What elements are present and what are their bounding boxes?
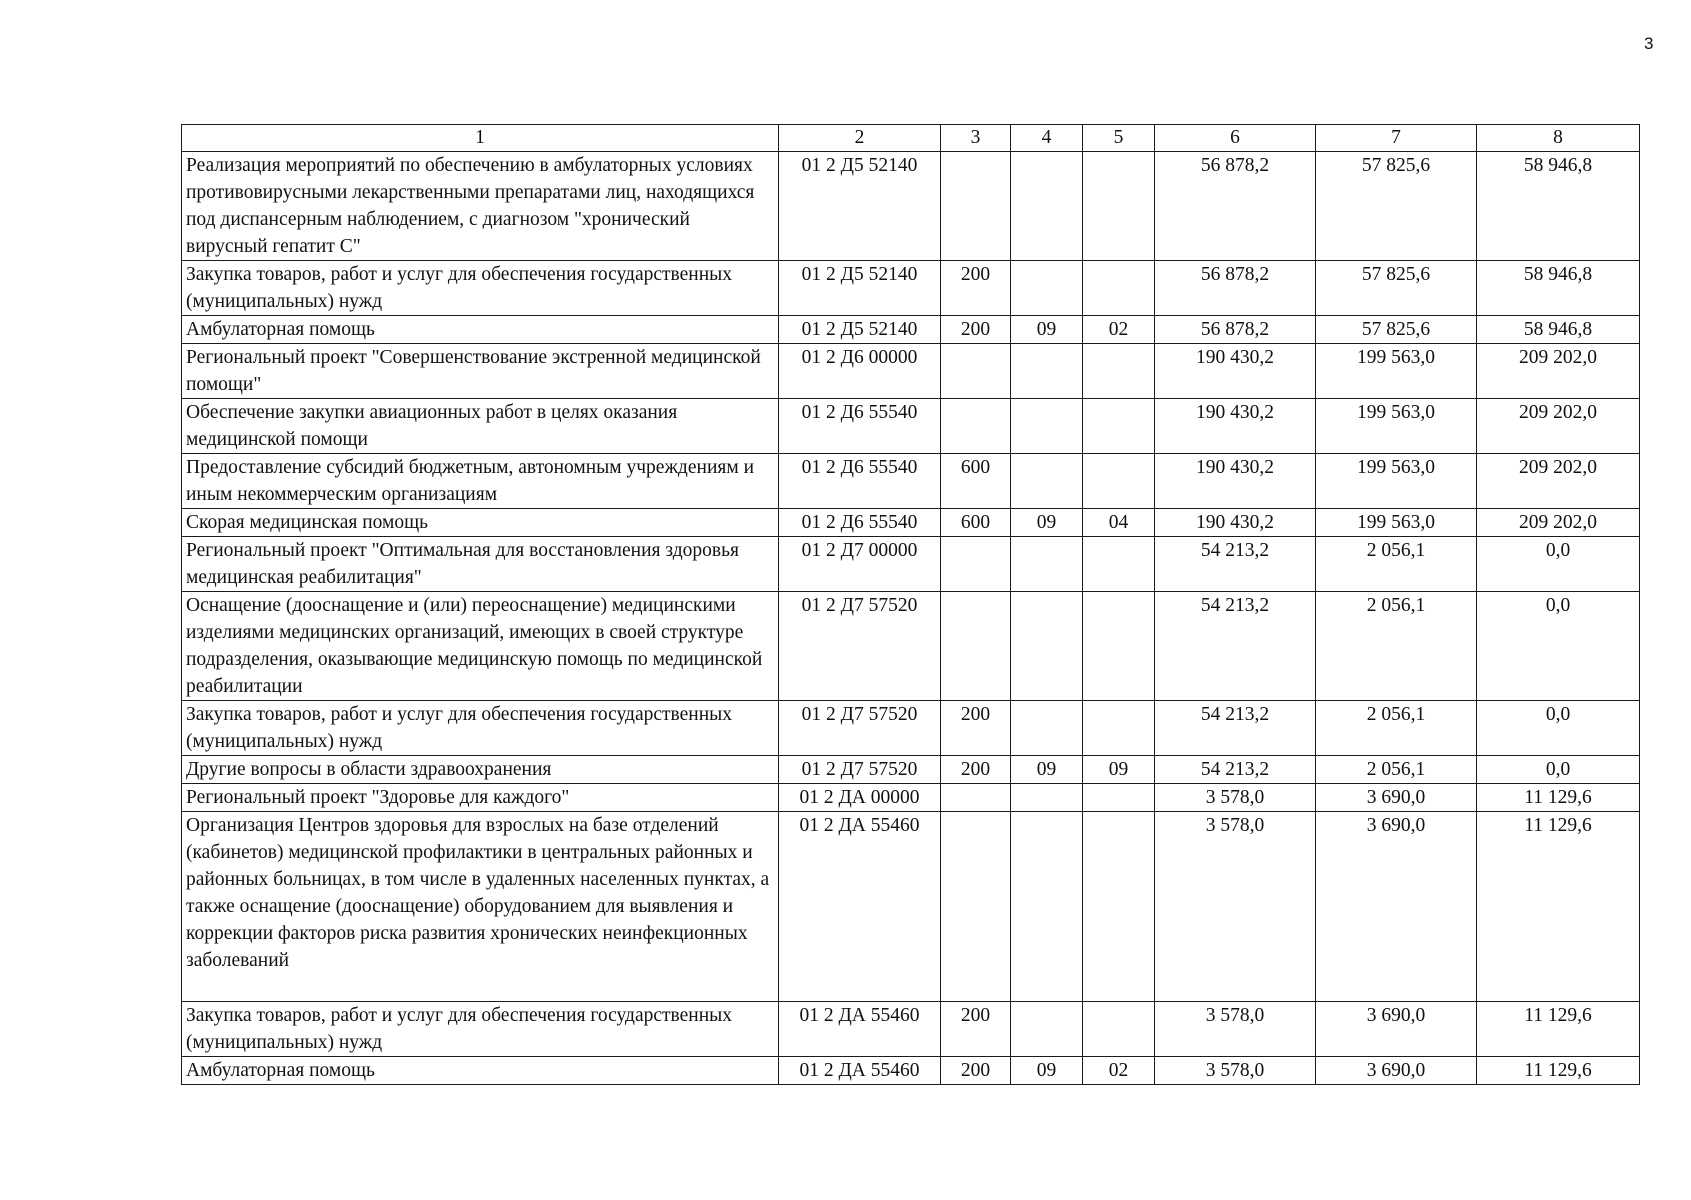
- amount-year-3-cell: 209 202,0: [1477, 509, 1640, 537]
- amount-year-1-cell: 56 878,2: [1155, 152, 1316, 261]
- amount-year-3-cell: 58 946,8: [1477, 152, 1640, 261]
- item-name-cell: Оснащение (дооснащение и (или) переоснащение) медицинскими изделиями медицинских организаций, имеющих в своей структуре подразделения, оказывающие медицинскую помощь по медицинской реабилитации: [182, 592, 779, 701]
- section-cell: [1011, 454, 1083, 509]
- amount-year-1-cell: 3 578,0: [1155, 1002, 1316, 1057]
- table-row: [182, 152, 1640, 261]
- section-cell: [1011, 784, 1083, 812]
- amount-year-3-cell: 209 202,0: [1477, 344, 1640, 399]
- table-row: [182, 344, 1640, 399]
- expense-type-cell: [941, 344, 1011, 399]
- item-name-cell: Амбулаторная помощь: [182, 316, 779, 344]
- amount-year-2-cell: 2 056,1: [1316, 592, 1477, 701]
- section-cell: 09: [1011, 509, 1083, 537]
- amount-year-3-cell: 11 129,6: [1477, 1057, 1640, 1085]
- amount-year-1-cell: 3 578,0: [1155, 812, 1316, 1002]
- item-name-cell: Региональный проект "Оптимальная для восстановления здоровья медицинская реабилитация": [182, 537, 779, 592]
- header-cell: 7: [1316, 125, 1477, 152]
- subsection-cell: [1083, 261, 1155, 316]
- subsection-cell: [1083, 344, 1155, 399]
- amount-year-3-cell: 11 129,6: [1477, 812, 1640, 1002]
- amount-year-1-cell: 190 430,2: [1155, 344, 1316, 399]
- amount-year-1-cell: 190 430,2: [1155, 399, 1316, 454]
- amount-year-2-cell: 2 056,1: [1316, 537, 1477, 592]
- section-cell: 09: [1011, 316, 1083, 344]
- subsection-cell: [1083, 784, 1155, 812]
- section-cell: [1011, 261, 1083, 316]
- amount-year-1-cell: 56 878,2: [1155, 316, 1316, 344]
- item-name-cell: Региональный проект "Здоровье для каждого": [182, 784, 779, 812]
- target-code-cell: 01 2 ДА 00000: [779, 784, 941, 812]
- subsection-cell: 04: [1083, 509, 1155, 537]
- amount-year-3-cell: 58 946,8: [1477, 261, 1640, 316]
- header-cell: 6: [1155, 125, 1316, 152]
- item-name-cell: Предоставление субсидий бюджетным, автономным учреждениям и иным некоммерческим организациям: [182, 454, 779, 509]
- target-code-cell: 01 2 ДА 55460: [779, 1002, 941, 1057]
- table-row: [182, 454, 1640, 509]
- amount-year-2-cell: 199 563,0: [1316, 454, 1477, 509]
- table-row: [182, 812, 1640, 1002]
- amount-year-2-cell: 3 690,0: [1316, 784, 1477, 812]
- amount-year-1-cell: 54 213,2: [1155, 537, 1316, 592]
- target-code-cell: 01 2 Д7 00000: [779, 537, 941, 592]
- item-name-cell: Другие вопросы в области здравоохранения: [182, 756, 779, 784]
- amount-year-3-cell: 209 202,0: [1477, 454, 1640, 509]
- header-cell: 1: [182, 125, 779, 152]
- target-code-cell: 01 2 ДА 55460: [779, 812, 941, 1002]
- item-name-cell: Закупка товаров, работ и услуг для обеспечения государственных (муниципальных) нужд: [182, 261, 779, 316]
- header-cell: 8: [1477, 125, 1640, 152]
- target-code-cell: 01 2 Д7 57520: [779, 592, 941, 701]
- table-row: [182, 261, 1640, 316]
- section-cell: [1011, 812, 1083, 1002]
- target-code-cell: 01 2 Д6 55540: [779, 454, 941, 509]
- target-code-cell: 01 2 Д5 52140: [779, 152, 941, 261]
- amount-year-3-cell: 0,0: [1477, 592, 1640, 701]
- target-code-cell: 01 2 ДА 55460: [779, 1057, 941, 1085]
- item-name-cell: Амбулаторная помощь: [182, 1057, 779, 1085]
- expense-type-cell: 600: [941, 509, 1011, 537]
- section-cell: [1011, 399, 1083, 454]
- subsection-cell: 02: [1083, 1057, 1155, 1085]
- amount-year-1-cell: 54 213,2: [1155, 592, 1316, 701]
- amount-year-1-cell: 56 878,2: [1155, 261, 1316, 316]
- subsection-cell: [1083, 812, 1155, 1002]
- header-cell: 2: [779, 125, 941, 152]
- amount-year-2-cell: 2 056,1: [1316, 701, 1477, 756]
- expense-type-cell: 200: [941, 701, 1011, 756]
- expense-type-cell: [941, 592, 1011, 701]
- header-cell: 5: [1083, 125, 1155, 152]
- expense-type-cell: [941, 812, 1011, 1002]
- subsection-cell: [1083, 537, 1155, 592]
- expense-type-cell: [941, 399, 1011, 454]
- table-row: [182, 784, 1640, 812]
- amount-year-3-cell: 11 129,6: [1477, 1002, 1640, 1057]
- subsection-cell: 02: [1083, 316, 1155, 344]
- amount-year-2-cell: 2 056,1: [1316, 756, 1477, 784]
- table-row: [182, 701, 1640, 756]
- subsection-cell: [1083, 454, 1155, 509]
- amount-year-2-cell: 199 563,0: [1316, 344, 1477, 399]
- expense-type-cell: [941, 784, 1011, 812]
- amount-year-2-cell: 57 825,6: [1316, 261, 1477, 316]
- expense-type-cell: 200: [941, 756, 1011, 784]
- expense-type-cell: [941, 152, 1011, 261]
- amount-year-1-cell: 190 430,2: [1155, 509, 1316, 537]
- section-cell: [1011, 701, 1083, 756]
- section-cell: [1011, 592, 1083, 701]
- amount-year-1-cell: 3 578,0: [1155, 1057, 1316, 1085]
- table-row: [182, 537, 1640, 592]
- item-name-cell: Скорая медицинская помощь: [182, 509, 779, 537]
- section-cell: 09: [1011, 1057, 1083, 1085]
- amount-year-1-cell: 3 578,0: [1155, 784, 1316, 812]
- amount-year-3-cell: 58 946,8: [1477, 316, 1640, 344]
- subsection-cell: [1083, 701, 1155, 756]
- target-code-cell: 01 2 Д5 52140: [779, 316, 941, 344]
- section-cell: [1011, 152, 1083, 261]
- amount-year-2-cell: 3 690,0: [1316, 812, 1477, 1002]
- section-cell: [1011, 344, 1083, 399]
- target-code-cell: 01 2 Д6 00000: [779, 344, 941, 399]
- target-code-cell: 01 2 Д7 57520: [779, 701, 941, 756]
- target-code-cell: 01 2 Д5 52140: [779, 261, 941, 316]
- expense-type-cell: 200: [941, 261, 1011, 316]
- amount-year-3-cell: 0,0: [1477, 756, 1640, 784]
- subsection-cell: [1083, 399, 1155, 454]
- expense-type-cell: 200: [941, 1002, 1011, 1057]
- amount-year-2-cell: 57 825,6: [1316, 316, 1477, 344]
- amount-year-2-cell: 3 690,0: [1316, 1002, 1477, 1057]
- page-number: 3: [1644, 34, 1654, 53]
- expense-type-cell: [941, 537, 1011, 592]
- section-cell: [1011, 537, 1083, 592]
- subsection-cell: [1083, 152, 1155, 261]
- amount-year-2-cell: 199 563,0: [1316, 399, 1477, 454]
- section-cell: 09: [1011, 756, 1083, 784]
- table-row: [182, 1057, 1640, 1085]
- table-row: [182, 399, 1640, 454]
- section-cell: [1011, 1002, 1083, 1057]
- amount-year-2-cell: 199 563,0: [1316, 509, 1477, 537]
- amount-year-1-cell: 190 430,2: [1155, 454, 1316, 509]
- amount-year-2-cell: 57 825,6: [1316, 152, 1477, 261]
- item-name-cell: Закупка товаров, работ и услуг для обеспечения государственных (муниципальных) нужд: [182, 1002, 779, 1057]
- target-code-cell: 01 2 Д6 55540: [779, 509, 941, 537]
- table-row: [182, 1002, 1640, 1057]
- table-row: [182, 509, 1640, 537]
- amount-year-3-cell: 0,0: [1477, 537, 1640, 592]
- target-code-cell: 01 2 Д6 55540: [779, 399, 941, 454]
- header-cell: 4: [1011, 125, 1083, 152]
- table-row: [182, 756, 1640, 784]
- amount-year-1-cell: 54 213,2: [1155, 756, 1316, 784]
- amount-year-1-cell: 54 213,2: [1155, 701, 1316, 756]
- target-code-cell: 01 2 Д7 57520: [779, 756, 941, 784]
- expense-type-cell: 200: [941, 316, 1011, 344]
- budget-table: [181, 124, 1640, 1085]
- amount-year-3-cell: 11 129,6: [1477, 784, 1640, 812]
- item-name-cell: Обеспечение закупки авиационных работ в целях оказания медицинской помощи: [182, 399, 779, 454]
- subsection-cell: 09: [1083, 756, 1155, 784]
- item-name-cell: Региональный проект "Совершенствование экстренной медицинской помощи": [182, 344, 779, 399]
- header-cell: 3: [941, 125, 1011, 152]
- expense-type-cell: 200: [941, 1057, 1011, 1085]
- expense-type-cell: 600: [941, 454, 1011, 509]
- amount-year-3-cell: 209 202,0: [1477, 399, 1640, 454]
- item-name-cell: Закупка товаров, работ и услуг для обеспечения государственных (муниципальных) нужд: [182, 701, 779, 756]
- table-row: [182, 316, 1640, 344]
- subsection-cell: [1083, 1002, 1155, 1057]
- item-name-cell: Реализация мероприятий по обеспечению в амбулаторных условиях противовирусными лекарственными препаратами лиц, находящихся под диспансерным наблюдением, с диагнозом "хронический вирусный гепатит С": [182, 152, 779, 261]
- amount-year-3-cell: 0,0: [1477, 701, 1640, 756]
- table-row: [182, 592, 1640, 701]
- subsection-cell: [1083, 592, 1155, 701]
- header-row: [182, 125, 1640, 152]
- item-name-cell: Организация Центров здоровья для взрослых на базе отделений (кабинетов) медицинской профилактики в центральных районных и районных больницах, в том числе в удаленных населенных пунктах, а также оснащение (дооснащение) оборудованием для выявления и коррекции факторов риска развития хронических неинфекционных заболеваний: [182, 812, 779, 1002]
- amount-year-2-cell: 3 690,0: [1316, 1057, 1477, 1085]
